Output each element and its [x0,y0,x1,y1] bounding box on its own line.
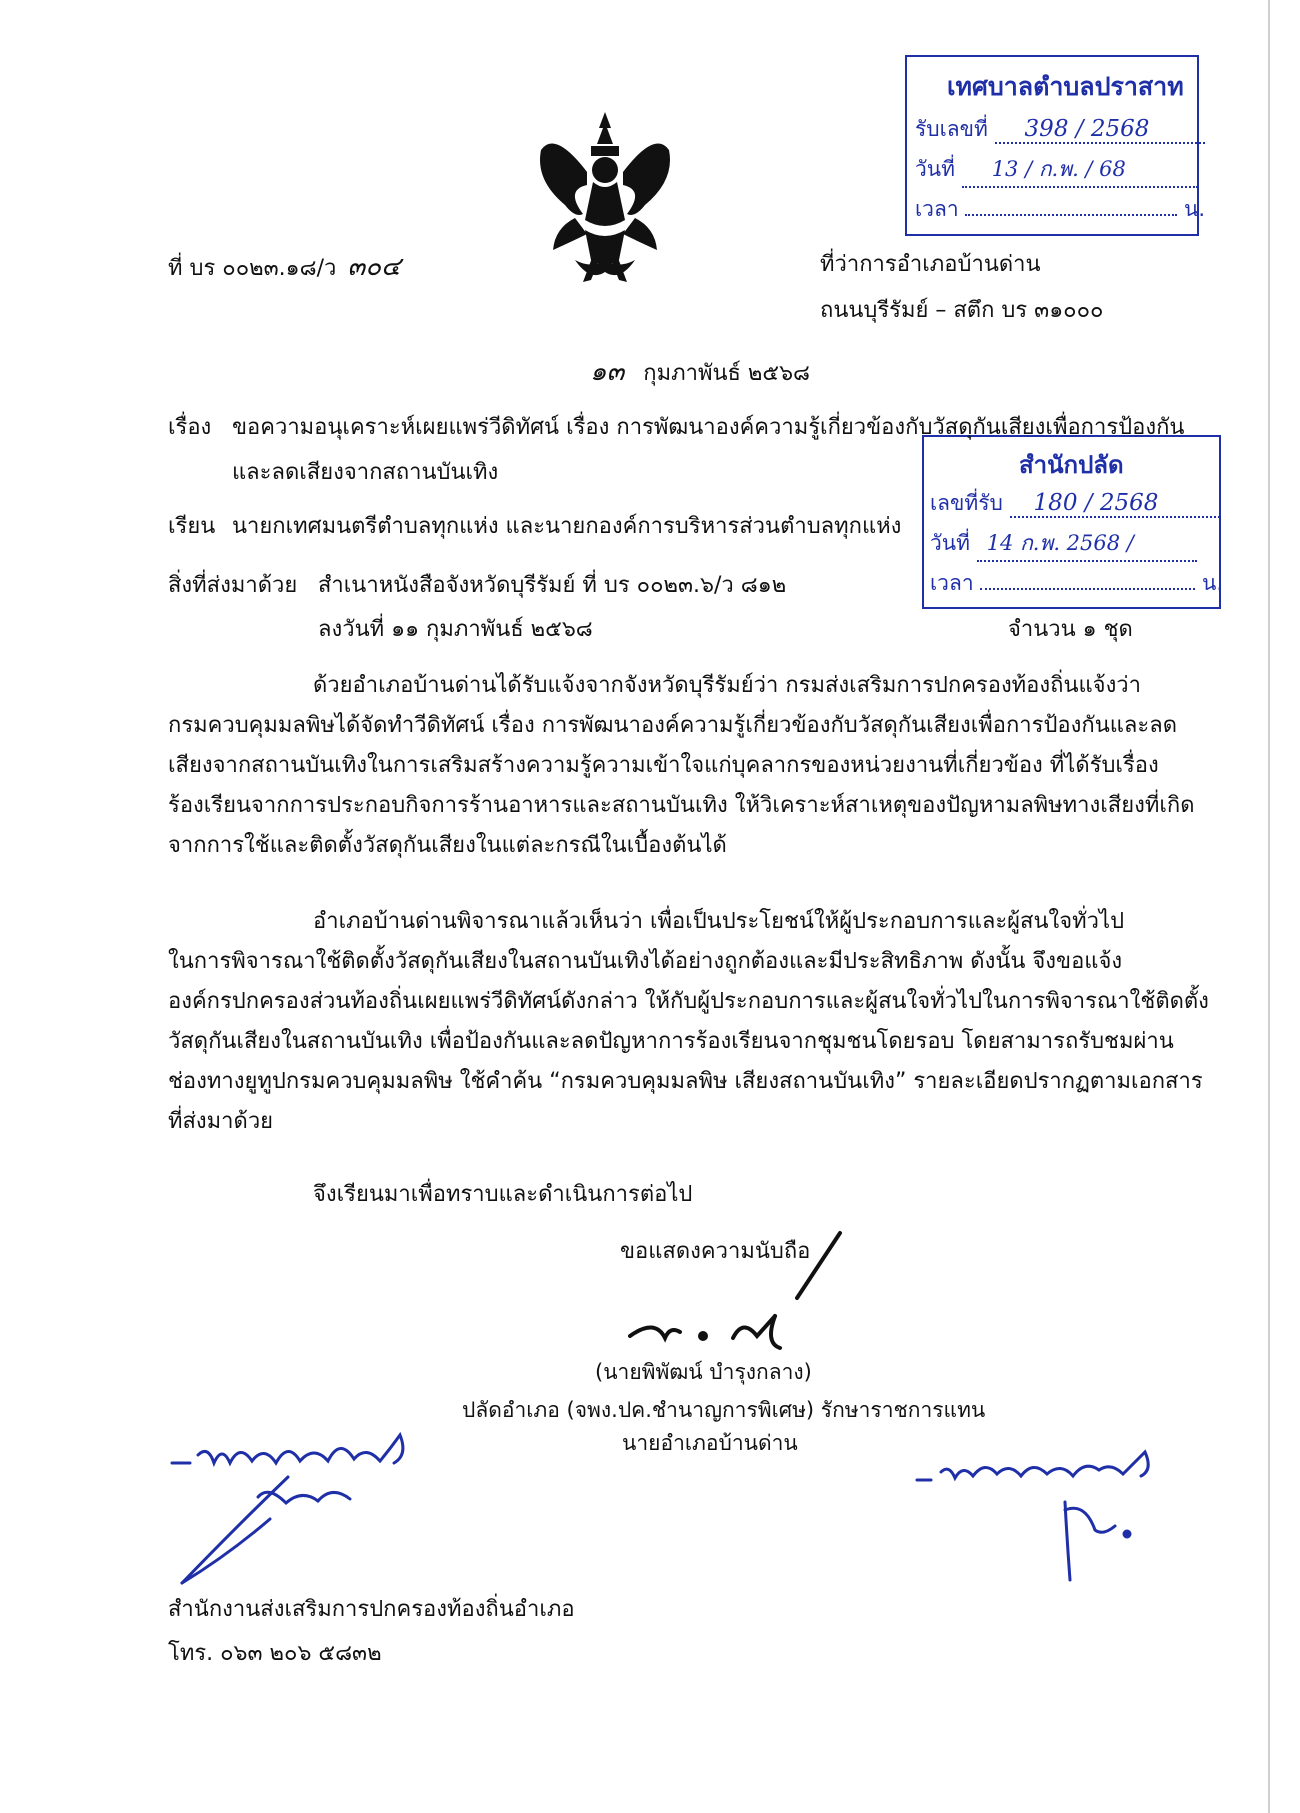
paragraph-line: กรมควบคุมมลพิษได้จัดทำวีดิทัศน์ เรื่อง การพัฒนาองค์ความรู้เกี่ยวข้องกับวัสดุกันเสียงเพื่อการป้องกันและลด [168,713,1177,738]
signatory-name: (นายพิพัฒน์ บำรุงกลาง) [595,1360,812,1384]
body-paragraph-2 [168,902,1209,1142]
stamp-time-label: เวลา [915,197,959,221]
paragraph-line: ร้องเรียนจากการประกอบกิจการร้านอาหารและสถานบันเทิง ให้วิเคราะห์สาเหตุของปัญหามลพิษทางเสียงที่เกิด [168,793,1195,818]
signatory-signature [625,1228,845,1358]
date-month-year: กุมภาพันธ์ ๒๕๖๘ [643,361,811,386]
receipt-stamp-municipality [905,55,1206,236]
footer-phone: โทร. ๐๖๓ ๒๐๖ ๕๘๓๒ [168,1641,382,1666]
receipt-stamp-office [922,435,1224,609]
paragraph-line: ด้วยอำเภอบ้านด่านได้รับแจ้งจากจังหวัดบุรีรัมย์ว่า กรมส่งเสริมการปกครองท้องถิ่นแจ้งว่า [313,673,1142,698]
stamp-date-row [930,527,1197,562]
paragraph-line: เสียงจากสถานบันเทิงในการเสริมสร้างความรู้ความเข้าใจแก่บุคลากรของหน่วยงานที่เกี่ยวข้อง ที่ได้รับเรื่อง [168,753,1159,778]
paragraph-line: องค์กรปกครองส่วนท้องถิ่นเผยแพร่วีดิทัศน์ดังกล่าว ให้กับผู้ประกอบการและผู้สนใจทั่วไปในการพิจารณาใช้ติดตั้ง [168,989,1209,1014]
to-text: นายกเทศมนตรีตำบลทุกแห่ง และนายกองค์การบริหารส่วนตำบลทุกแห่ง [232,514,902,539]
subject-line2: และลดเสียงจากสถานบันเทิง [232,460,499,485]
doc-number-prefix: ที่ บร ๐๐๒๓.๑๘/ว [168,256,337,281]
stamp-title: เทศบาลตำบลปราสาท [947,72,1184,101]
paragraph-line: ที่ส่งมาด้วย [168,1109,274,1134]
stamp-received-label: รับเลขที่ [915,117,988,141]
handwritten-note-left [168,1415,428,1590]
body-paragraph-1 [168,666,1195,866]
enclosure-line1: สำเนาหนังสือจังหวัดบุรีรัมย์ ที่ บร ๐๐๒๓.๖/ว ๘๑๒ [318,573,787,598]
stamp-time-row [930,567,1223,600]
stamp-time-suffix: น. [1202,571,1224,595]
stamp-received-value: 398 / 2568 [995,116,1205,144]
stamp-received-row [915,113,1205,146]
stamp-time-label: เวลา [930,571,974,595]
paragraph-line: วัสดุกันเสียงในสถานบันเทิง เพื่อป้องกันและลดปัญหาการร้องเรียนจากชุมชนโดยรอบ โดยสามารถรับชมผ่าน [168,1029,1174,1054]
closing-request: จึงเรียนมาเพื่อทราบและดำเนินการต่อไป [313,1182,693,1207]
closing-salutation: ขอแสดงความนับถือ [620,1239,811,1264]
sender-address-line2: ถนนบุรีรัมย์ – สตึก บร ๓๑๐๐๐ [820,298,1104,323]
signatory-position-2: นายอำเภอบ้านด่าน [622,1431,798,1455]
stamp-received-row [930,487,1220,520]
garuda-emblem [535,110,675,285]
signatory-position-1: ปลัดอำเภอ (จพง.ปค.ชำนาญการพิเศษ) รักษาราชการแทน [462,1398,986,1422]
paragraph-line: อำเภอบ้านด่านพิจารณาแล้วเห็นว่า เพื่อเป็นประโยชน์ให้ผู้ประกอบการและผู้สนใจทั่วไป [313,909,1125,934]
document-date [590,357,810,389]
sender-address-line1: ที่ว่าการอำเภอบ้านด่าน [820,252,1041,277]
scan-edge-line [1268,0,1270,1813]
stamp-date-row [915,153,1198,188]
date-day-handwritten: ๑๓ [590,357,625,387]
doc-number-handwritten: ๓๐๔ [347,252,401,282]
stamp-date-value: 14 ก.พ. 2568 / [977,527,1197,562]
stamp-time-row [915,193,1205,226]
enclosure-quantity: จำนวน ๑ ชุด [1008,617,1133,642]
to-label: เรียน [168,514,216,539]
document-number [168,252,401,284]
paragraph-line: ในการพิจารณาใช้ติดตั้งวัสดุกันเสียงในสถานบันเทิงได้อย่างถูกต้องและมีประสิทธิภาพ ดังนั้น จึงขอแจ้ง [168,949,1123,974]
paragraph-line: จากการใช้และติดตั้งวัสดุกันเสียงในแต่ละกรณีในเบื้องต้นได้ [168,833,727,858]
stamp-date-label: วันที่ [930,531,970,555]
footer-office: สำนักงานส่งเสริมการปกครองท้องถิ่นอำเภอ [168,1597,575,1622]
subject-label: เรื่อง [168,415,212,440]
stamp-received-value: 180 / 2568 [1010,490,1220,518]
handwritten-note-right [915,1440,1180,1585]
enclosure-line2: ลงวันที่ ๑๑ กุมภาพันธ์ ๒๕๖๘ [318,617,593,642]
enclosure-label: สิ่งที่ส่งมาด้วย [168,573,298,598]
stamp-date-label: วันที่ [915,157,955,181]
stamp-time-suffix: น. [1184,197,1206,221]
stamp-title: สำนักปลัด [1019,451,1124,479]
paragraph-line: ช่องทางยูทูปกรมควบคุมมลพิษ ใช้คำค้น “กรมควบคุมมลพิษ เสียงสถานบันเทิง” รายละเอียดปรากฏตามเอกสาร [168,1069,1203,1094]
stamp-received-label: เลขที่รับ [930,491,1003,515]
subject-line1: ขอความอนุเคราะห์เผยแพร่วีดิทัศน์ เรื่อง การพัฒนาองค์ความรู้เกี่ยวข้องกับวัสดุกันเสียงเพื่อการป้องกัน [232,415,1185,440]
stamp-date-value: 13 / ก.พ. / 68 [962,153,1198,188]
